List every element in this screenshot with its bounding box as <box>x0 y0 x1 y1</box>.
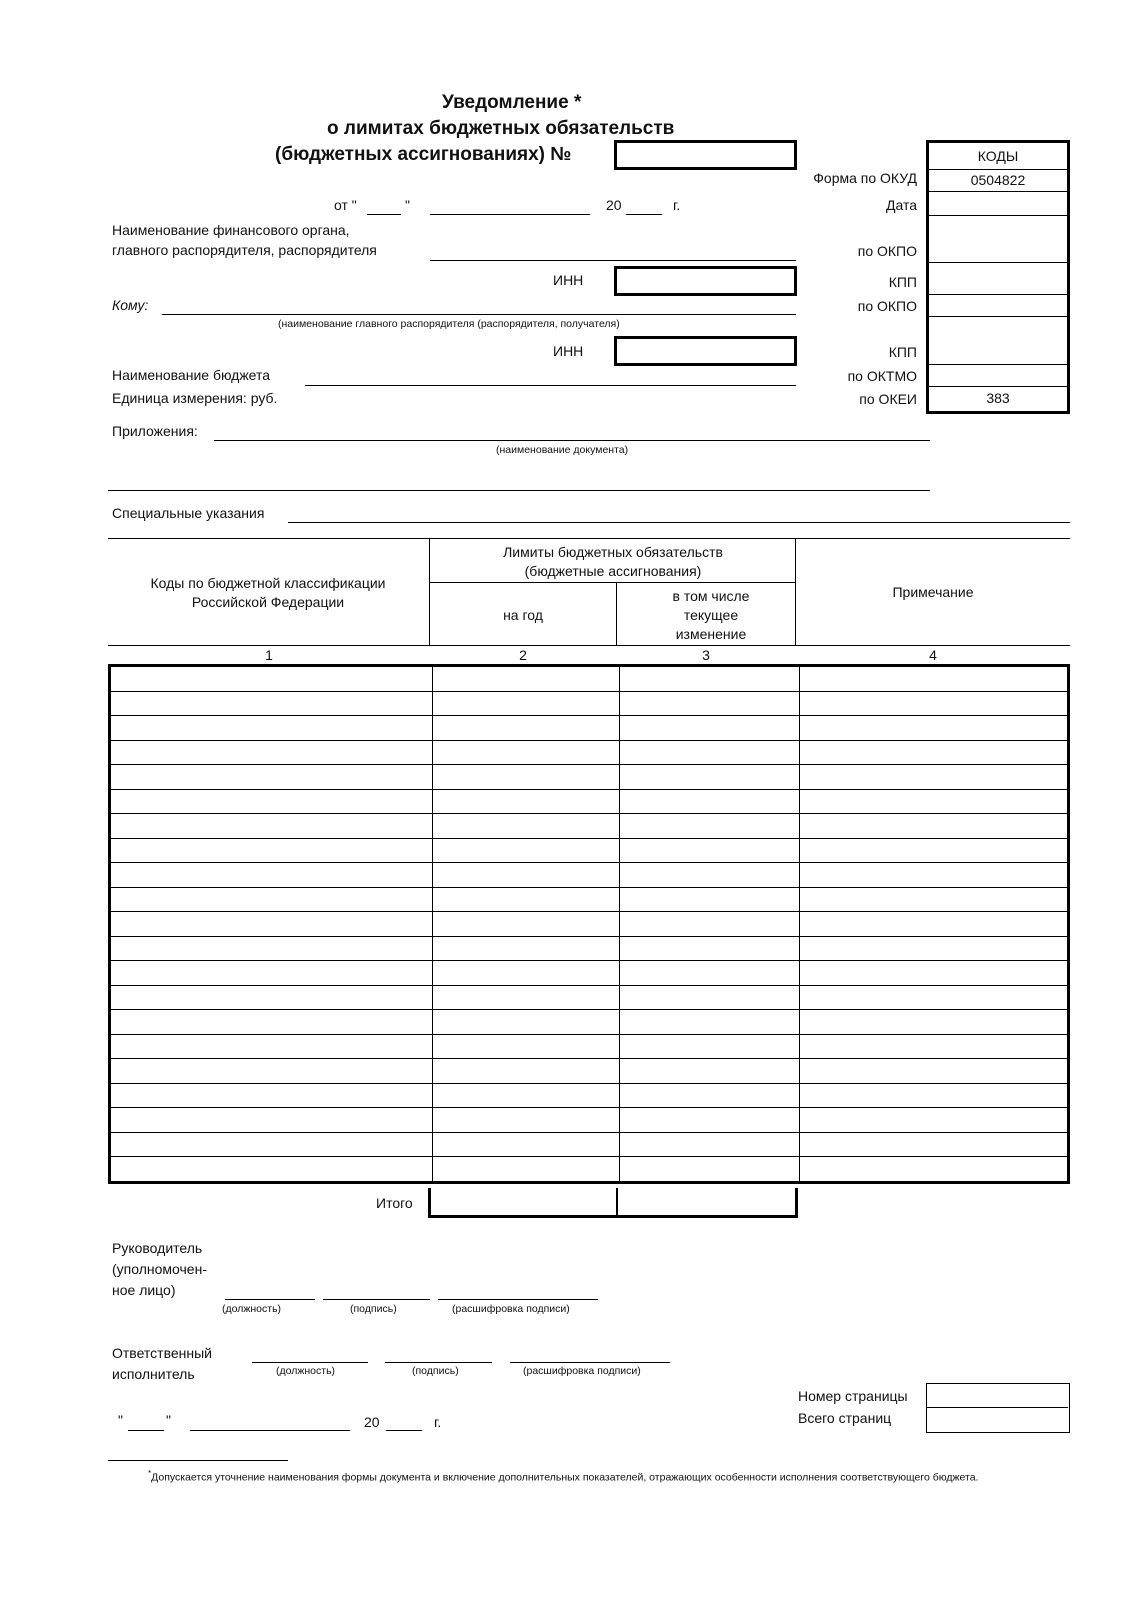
notice-number-field[interactable] <box>614 140 797 170</box>
budget-label: Наименование бюджета <box>112 367 271 383</box>
head-position-caption: (должность) <box>222 1303 282 1315</box>
table-cell[interactable] <box>111 1034 432 1059</box>
table-cell[interactable] <box>799 863 1067 888</box>
page-counters-box <box>926 1383 1070 1433</box>
date-code-cell[interactable] <box>929 192 1067 216</box>
table-cell[interactable] <box>432 838 619 863</box>
date-year-suffix: г. <box>673 197 681 213</box>
table-cell[interactable] <box>799 1010 1067 1035</box>
col-num-2: 2 <box>519 647 527 663</box>
fin-org-label-1: Наименование финансового органа, <box>112 222 350 238</box>
table-row <box>111 667 1067 691</box>
table-cell[interactable] <box>799 765 1067 790</box>
table-cell[interactable] <box>619 912 799 937</box>
to-caption: (наименование главного распорядителя (распорядителя, получателя) <box>278 318 620 330</box>
final-date-quote-close: " <box>166 1412 171 1428</box>
table-cell[interactable] <box>432 814 619 839</box>
table-cell[interactable] <box>799 740 1067 765</box>
table-cell[interactable] <box>619 1034 799 1059</box>
final-date-year: 20 <box>364 1414 380 1430</box>
head-signature-line[interactable] <box>323 1299 430 1300</box>
exec-position-caption: (должность) <box>276 1365 336 1377</box>
exec-decoding-caption: (расшифровка подписи) <box>523 1365 641 1377</box>
table-cell[interactable] <box>619 1132 799 1157</box>
data-table <box>108 664 1070 1184</box>
table-row <box>111 716 1067 741</box>
table-row <box>111 814 1067 839</box>
inn-label-1: ИНН <box>553 272 584 288</box>
table-row <box>111 1059 1067 1084</box>
okei-value: 383 <box>986 390 1010 406</box>
table-cell[interactable] <box>799 912 1067 937</box>
table-row <box>111 1108 1067 1133</box>
codes-header: КОДЫ <box>929 143 1067 170</box>
okpo-cell-1[interactable] <box>929 216 1067 263</box>
table-cell[interactable] <box>111 1132 432 1157</box>
table-cell[interactable] <box>619 691 799 716</box>
fin-org-label-2: главного распорядителя, распорядителя <box>112 242 377 258</box>
header-divider-h <box>429 582 795 583</box>
attachments-line-2[interactable] <box>108 490 930 491</box>
table-cell[interactable] <box>111 887 432 912</box>
head-decoding-line[interactable] <box>438 1299 598 1300</box>
table-cell[interactable] <box>799 667 1067 691</box>
table-row <box>111 985 1067 1010</box>
table-cell[interactable] <box>799 691 1067 716</box>
table-cell[interactable] <box>432 863 619 888</box>
kpp-cell-2[interactable] <box>929 317 1067 365</box>
col-num-3: 3 <box>702 647 710 663</box>
footnote: *Допускается уточнение наименования формы документа и включение дополнительных показателей, отражающих особенности исполнения соответствующего бюджета. <box>148 1469 979 1484</box>
total-label: Итого <box>376 1195 413 1211</box>
table-cell[interactable] <box>432 740 619 765</box>
total-divider <box>616 1188 618 1215</box>
total-cells <box>428 1188 798 1218</box>
table-cell[interactable] <box>111 740 432 765</box>
table-cell[interactable] <box>432 1034 619 1059</box>
table-row <box>111 691 1067 716</box>
head-signature-caption: (подпись) <box>350 1303 397 1315</box>
head-decoding-caption: (расшифровка подписи) <box>452 1303 570 1315</box>
kpp-label-2: КПП <box>888 344 917 360</box>
table-cell[interactable] <box>111 691 432 716</box>
okud-label: Форма по ОКУД <box>813 170 917 186</box>
table-cell[interactable] <box>799 716 1067 741</box>
footnote-separator <box>108 1460 288 1461</box>
date-year-prefix: 20 <box>606 197 622 213</box>
table-cell[interactable] <box>799 961 1067 986</box>
header-divider-2 <box>616 582 617 645</box>
unit-label: Единица измерения: руб. <box>112 390 278 406</box>
special-label: Специальные указания <box>112 505 265 521</box>
table-cell[interactable] <box>111 765 432 790</box>
table-cell[interactable] <box>432 1010 619 1035</box>
oktmo-cell[interactable] <box>929 365 1067 387</box>
table-row <box>111 1132 1067 1157</box>
table-cell[interactable] <box>111 1083 432 1108</box>
exec-signature-caption: (подпись) <box>412 1365 459 1377</box>
okei-label: по ОКЕИ <box>859 391 917 407</box>
table-cell[interactable] <box>799 814 1067 839</box>
final-date-suffix: г. <box>434 1414 442 1430</box>
table-cell[interactable] <box>432 1157 619 1181</box>
table-row <box>111 789 1067 814</box>
table-cell[interactable] <box>111 985 432 1010</box>
table-cell[interactable] <box>432 936 619 961</box>
title-line-2: о лимитах бюджетных обязательств <box>327 118 675 139</box>
table-row <box>111 863 1067 888</box>
budget-line[interactable] <box>305 385 796 386</box>
col2-header: на год <box>503 607 543 623</box>
to-label: Кому: <box>112 297 149 313</box>
final-date-month-line[interactable] <box>190 1430 350 1431</box>
table-cell[interactable] <box>799 1157 1067 1181</box>
final-date-day-line[interactable] <box>128 1430 164 1431</box>
table-row <box>111 1010 1067 1035</box>
total-pages-label: Всего страниц <box>798 1410 892 1426</box>
inn-label-2: ИНН <box>553 343 584 359</box>
okpo-cell-2[interactable] <box>929 295 1067 317</box>
table-cell[interactable] <box>619 765 799 790</box>
attachments-caption: (наименование документа) <box>496 444 629 456</box>
table-cell[interactable] <box>619 667 799 691</box>
table-cell[interactable] <box>111 1059 432 1084</box>
exec-signature-line[interactable] <box>385 1362 492 1363</box>
table-cell[interactable] <box>432 1108 619 1133</box>
table-cell[interactable] <box>619 838 799 863</box>
table-cell[interactable] <box>432 1083 619 1108</box>
table-cell[interactable] <box>111 814 432 839</box>
table-cell[interactable] <box>619 936 799 961</box>
table-cell[interactable] <box>111 1157 432 1181</box>
title-line-1: Уведомление * <box>442 92 582 113</box>
table-cell[interactable] <box>799 1083 1067 1108</box>
table-row <box>111 1034 1067 1059</box>
kpp-label-1: КПП <box>888 274 917 290</box>
to-line[interactable] <box>162 314 796 315</box>
table-cell[interactable] <box>619 985 799 1010</box>
exec-label-2: исполнитель <box>112 1366 195 1382</box>
table-cell[interactable] <box>799 789 1067 814</box>
exec-label-1: Ответственный <box>112 1345 212 1361</box>
table-cell[interactable] <box>619 789 799 814</box>
table-cell[interactable] <box>111 716 432 741</box>
table-cell[interactable] <box>619 887 799 912</box>
table-cell[interactable] <box>619 814 799 839</box>
table-cell[interactable] <box>432 691 619 716</box>
table-cell[interactable] <box>799 838 1067 863</box>
table-cell[interactable] <box>111 1108 432 1133</box>
table-cell[interactable] <box>799 1034 1067 1059</box>
date-from-label: от " <box>334 197 357 213</box>
table-cell[interactable] <box>111 789 432 814</box>
date-day-line[interactable] <box>367 214 401 215</box>
limits-group-header: Лимиты бюджетных обязательств (бюджетные ассигнования) <box>503 544 723 579</box>
table-cell[interactable] <box>111 936 432 961</box>
col1-header: Коды по бюджетной классификации Российской Федерации <box>150 575 386 610</box>
head-position-line[interactable] <box>225 1299 315 1300</box>
date-month-line[interactable] <box>430 214 590 215</box>
header-divider-1 <box>429 539 430 645</box>
table-cell[interactable] <box>432 961 619 986</box>
table-cell[interactable] <box>111 838 432 863</box>
fin-org-line[interactable] <box>430 260 796 261</box>
title-line-3: (бюджетных ассигнованиях) № <box>275 144 572 165</box>
codes-panel <box>926 140 1070 414</box>
date-quote: " <box>405 197 410 213</box>
okpo-label-2: по ОКПО <box>857 298 917 314</box>
table-cell[interactable] <box>432 985 619 1010</box>
table-cell[interactable] <box>799 1108 1067 1133</box>
kpp-cell-1[interactable] <box>929 263 1067 295</box>
table-cell[interactable] <box>619 1108 799 1133</box>
table-cell[interactable] <box>799 1132 1067 1157</box>
okud-value: 0504822 <box>929 170 1067 192</box>
table-row <box>111 887 1067 912</box>
table-row <box>111 765 1067 790</box>
special-line[interactable] <box>288 522 1070 523</box>
oktmo-label: по ОКТМО <box>847 368 917 384</box>
date-year-line[interactable] <box>626 214 662 215</box>
table-cell[interactable] <box>619 740 799 765</box>
table-row <box>111 1157 1067 1181</box>
table-cell[interactable] <box>619 863 799 888</box>
exec-position-line[interactable] <box>252 1362 368 1363</box>
table-cell[interactable] <box>799 985 1067 1010</box>
table-cell[interactable] <box>619 716 799 741</box>
footnote-text: Допускается уточнение наименования формы документа и включение дополнительных показателей, отражающих особенности исполнения соответствующего бюджета. <box>151 1471 979 1484</box>
table-row <box>111 1083 1067 1108</box>
table-cell[interactable] <box>111 912 432 937</box>
table-cell[interactable] <box>799 936 1067 961</box>
table-row <box>111 740 1067 765</box>
col4-header: Примечание <box>892 584 974 600</box>
table-cell[interactable] <box>799 887 1067 912</box>
table-cell[interactable] <box>432 716 619 741</box>
final-date-quote-open: " <box>118 1412 123 1428</box>
table-cell[interactable] <box>111 863 432 888</box>
page-number-label: Номер страницы <box>798 1388 908 1404</box>
table-cell[interactable] <box>799 1059 1067 1084</box>
head-label-3: ное лицо) <box>112 1282 176 1298</box>
table-row <box>111 961 1067 986</box>
table-row <box>111 912 1067 937</box>
col-num-4: 4 <box>929 647 937 663</box>
exec-decoding-line[interactable] <box>510 1362 670 1363</box>
table-cell[interactable] <box>432 1059 619 1084</box>
table-cell[interactable] <box>619 1010 799 1035</box>
table-cell[interactable] <box>432 789 619 814</box>
final-date-year-line[interactable] <box>386 1430 422 1431</box>
col-num-1: 1 <box>265 647 273 663</box>
table-row <box>111 838 1067 863</box>
head-label-2: (уполномочен- <box>112 1261 207 1277</box>
table-cell[interactable] <box>111 1010 432 1035</box>
table-cell[interactable] <box>432 887 619 912</box>
col3-header: в том числе текущее изменение <box>672 588 750 642</box>
table-cell[interactable] <box>111 667 432 691</box>
attachments-line[interactable] <box>214 440 930 441</box>
date-code-label: Дата <box>885 197 917 213</box>
table-cell[interactable] <box>619 961 799 986</box>
page-counters-divider <box>927 1407 1068 1408</box>
table-cell[interactable] <box>619 1157 799 1181</box>
table-cell[interactable] <box>432 765 619 790</box>
okpo-label-1: по ОКПО <box>857 243 917 259</box>
table-cell[interactable] <box>619 1083 799 1108</box>
table-cell[interactable] <box>619 1059 799 1084</box>
attachments-label: Приложения: <box>112 423 198 439</box>
table-header <box>108 538 1070 646</box>
table-cell[interactable] <box>432 1132 619 1157</box>
table-cell[interactable] <box>111 961 432 986</box>
table-cell[interactable] <box>432 667 619 691</box>
table-cell[interactable] <box>432 912 619 937</box>
head-label-1: Руководитель <box>112 1240 203 1256</box>
table-row <box>111 936 1067 961</box>
